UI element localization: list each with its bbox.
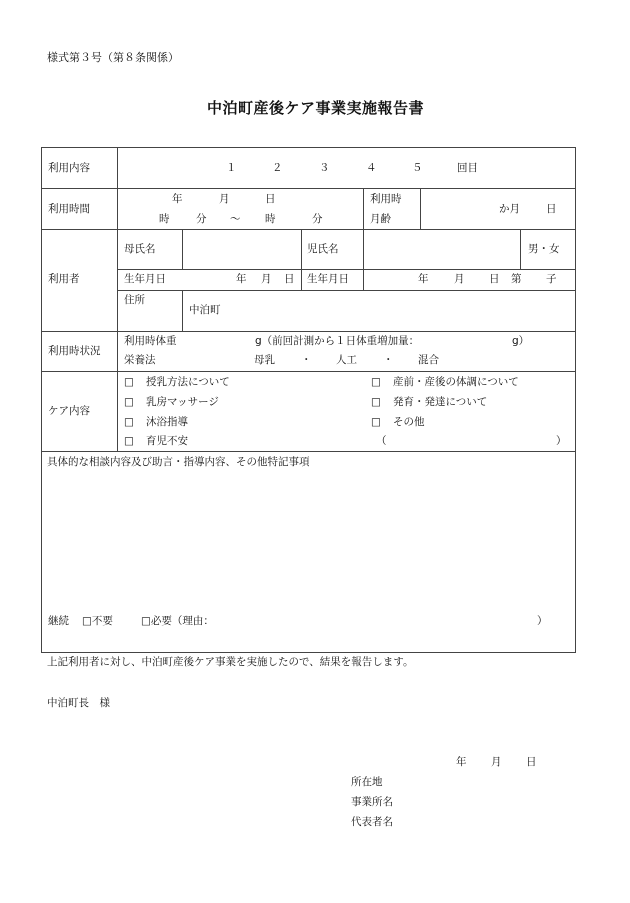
page-title: 中泊町産後ケア事業実施報告書	[207, 99, 425, 117]
nutrition-artificial: 人工	[336, 354, 357, 366]
child-birth-month: 月	[454, 273, 465, 285]
mother-birth-month: 月	[261, 273, 272, 285]
signature-representative: 代表者名	[351, 816, 393, 828]
form-number-label: 様式第３号（第８条関係）	[47, 51, 179, 64]
care-checkbox-7[interactable]: □	[371, 416, 381, 428]
care-item-development: 発育・発達について	[393, 396, 488, 408]
usage-content-label: 利用内容	[48, 162, 90, 174]
status-label: 利用時状況	[48, 345, 101, 357]
mother-birth-label: 生年月日	[124, 273, 166, 285]
time-minute: 分	[196, 213, 207, 225]
weight-label: 利用時体重	[124, 335, 177, 347]
mother-birth-year: 年	[236, 273, 247, 285]
nutrition-label: 栄養法	[124, 354, 156, 366]
care-checkbox-3[interactable]: □	[124, 416, 134, 428]
care-checkbox-1[interactable]: □	[124, 376, 134, 388]
care-other-open: （	[376, 435, 387, 447]
age-months: か月	[499, 203, 520, 215]
time-hour: 時	[159, 213, 170, 225]
care-checkbox-5[interactable]: □	[371, 376, 381, 388]
care-item-other: その他	[393, 416, 425, 428]
count-suffix: 回目	[457, 162, 478, 174]
child-birth-day: 日	[489, 273, 500, 285]
time-tilde: ～	[230, 213, 241, 225]
addressee: 中泊町長 様	[47, 697, 110, 709]
nutrition-breast: 母乳	[254, 354, 275, 366]
sex-options: 男・女	[528, 243, 560, 255]
date-day: 日	[526, 756, 537, 768]
address-value: 中泊町	[189, 304, 221, 316]
care-item-breast-massage: 乳房マッサージ	[146, 396, 219, 408]
date-year: 年	[456, 756, 467, 768]
continue-reason-close: ）	[537, 615, 548, 627]
care-other-close: ）	[556, 435, 567, 447]
count-2: ２	[272, 162, 283, 174]
child-name-label: 児氏名	[307, 243, 339, 255]
continue-not-needed[interactable]: □不要	[82, 615, 113, 627]
date-month: 月	[491, 756, 502, 768]
nutrition-dot-2: ・	[383, 354, 394, 366]
user-label: 利用者	[48, 273, 80, 285]
time-minute-2: 分	[312, 213, 323, 225]
age-days: 日	[546, 203, 557, 215]
notes-label: 具体的な相談内容及び助言・指導内容、その他特記事項	[47, 456, 310, 468]
count-1: １	[226, 162, 237, 174]
care-checkbox-4[interactable]: □	[124, 435, 134, 447]
count-3: ３	[319, 162, 330, 174]
address-label: 住所	[124, 294, 145, 306]
continue-label: 継続	[48, 615, 69, 627]
child-order: 子	[546, 273, 557, 285]
mother-birth-day: 日	[284, 273, 295, 285]
weight-unit-close: g）	[512, 335, 530, 347]
weight-unit: g（前回計測から１日体重増加量：	[255, 335, 420, 347]
care-label: ケア内容	[48, 405, 90, 417]
signature-office: 事業所名	[351, 796, 393, 808]
care-checkbox-6[interactable]: □	[371, 396, 381, 408]
mother-name-label: 母氏名	[124, 243, 156, 255]
report-table	[41, 147, 576, 653]
time-day: 日	[265, 193, 276, 205]
care-item-parenting-anxiety: 育児不安	[146, 435, 188, 447]
care-checkbox-2[interactable]: □	[124, 396, 134, 408]
age-label-2: 月齢	[370, 213, 391, 225]
child-birth-year: 年	[418, 273, 429, 285]
time-month: 月	[219, 193, 230, 205]
time-hour-2: 時	[265, 213, 276, 225]
care-item-bathing: 沐浴指導	[146, 416, 188, 428]
closing-statement: 上記利用者に対し、中泊町産後ケア事業を実施したので、結果を報告します。	[47, 656, 414, 668]
child-birth-label: 生年月日	[307, 273, 349, 285]
child-order-no: 第	[511, 273, 522, 285]
signature-location: 所在地	[351, 776, 383, 788]
age-label-1: 利用時	[370, 193, 402, 205]
time-year: 年	[172, 193, 183, 205]
care-item-breastfeeding: 授乳方法について	[146, 376, 230, 388]
nutrition-mixed: 混合	[418, 354, 439, 366]
continue-needed[interactable]: □必要（理由：	[141, 615, 214, 627]
care-item-condition: 産前・産後の体調について	[393, 376, 519, 388]
usage-time-label: 利用時間	[48, 203, 90, 215]
count-5: ５	[412, 162, 423, 174]
count-4: ４	[366, 162, 377, 174]
nutrition-dot-1: ・	[301, 354, 312, 366]
